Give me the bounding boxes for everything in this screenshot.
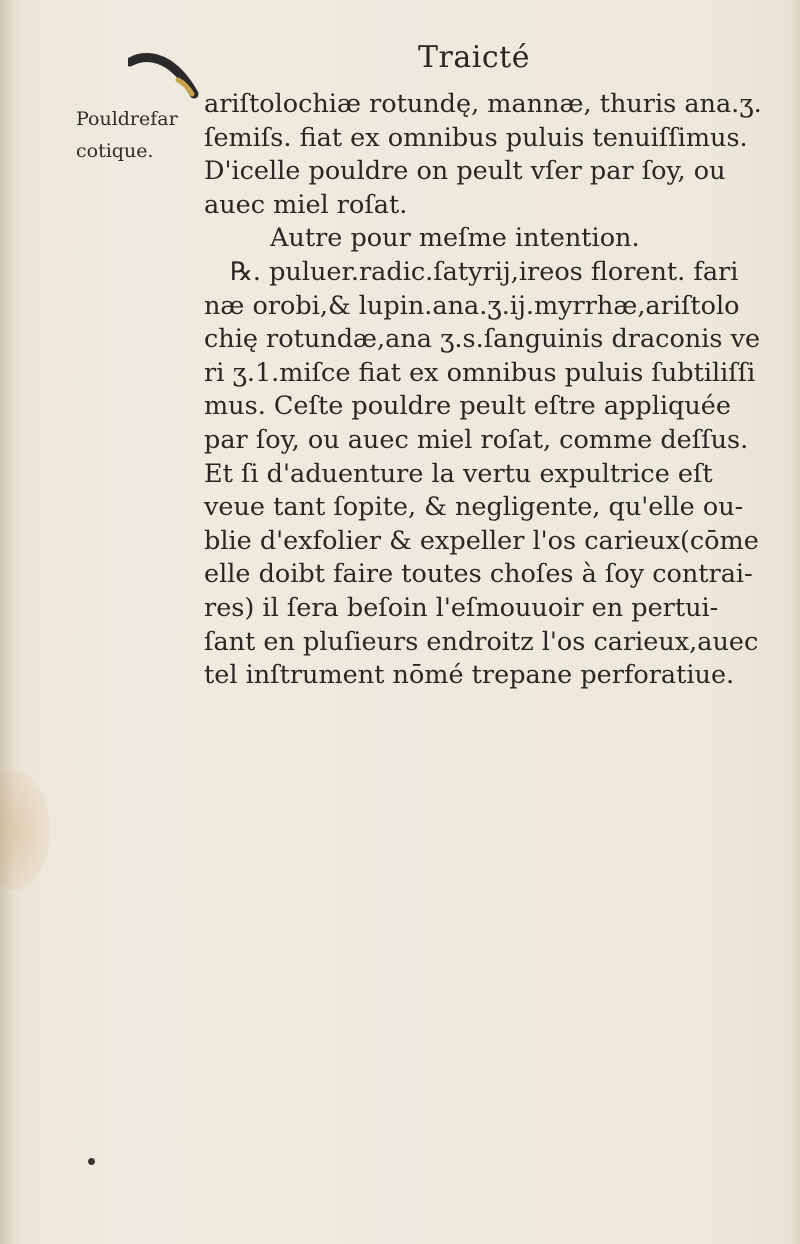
text-line: Et ſi d'aduenture la vertu expultrice eſt: [204, 458, 713, 489]
bookmark-ribbon-icon: [128, 50, 208, 100]
paper-stain: [0, 770, 50, 890]
text-line: res) il ſera beſoin l'eſmouuoir en pertui-: [204, 592, 719, 623]
section-heading: Autre pour meſme intention.: [270, 223, 640, 254]
margin-note-line: cotique.: [76, 140, 154, 162]
text-line: ri ʒ.1.miſce fiat ex omnibus puluis ſubtiliſſi: [204, 357, 756, 388]
text-line: ariſtolochiæ rotundę, mannæ, thuris ana.ʒ.: [204, 89, 762, 119]
text-line: chię rotundæ,ana ʒ.s.ſanguinis draconis ve: [204, 324, 761, 355]
ink-dot: [88, 1158, 95, 1165]
margin-note: [76, 103, 178, 167]
text-line: veue tant ſopite, & negligente, qu'elle ou-: [204, 492, 744, 523]
text-line: D'icelle pouldre on peult vſer par ſoy, ou: [204, 156, 726, 187]
text-line: par ſoy, ou auec miel roſat, comme deſſus.: [204, 424, 749, 455]
page-gutter-shadow: [0, 0, 14, 1244]
text-line: ſemiſs. fiat ex omnibus puluis tenuiſſimus.: [204, 122, 748, 153]
text-line: ſant en pluſieurs endroitz l'os carieux,auec: [204, 626, 759, 657]
text-line: ℞. puluer.radic.ſatyrij,ireos florent. fari: [230, 256, 739, 287]
page-title: Traicté: [418, 40, 530, 75]
margin-note-line: Pouldrefar: [76, 108, 178, 130]
body-text: [204, 88, 764, 693]
text-line: tel inſtrument nōmé trepane perforatiue.: [204, 660, 735, 691]
text-line: auec miel roſat.: [204, 189, 408, 220]
text-line: blie d'exfolier & expeller l'os carieux(cōme: [204, 525, 759, 556]
text-line: mus. Ceſte pouldre peult eſtre appliquée: [204, 391, 731, 422]
text-line: elle doibt faire toutes choſes à ſoy contrai-: [204, 559, 753, 590]
text-line: næ orobi,& lupin.ana.ʒ.ij.myrrhæ,ariſtolo: [204, 290, 740, 321]
